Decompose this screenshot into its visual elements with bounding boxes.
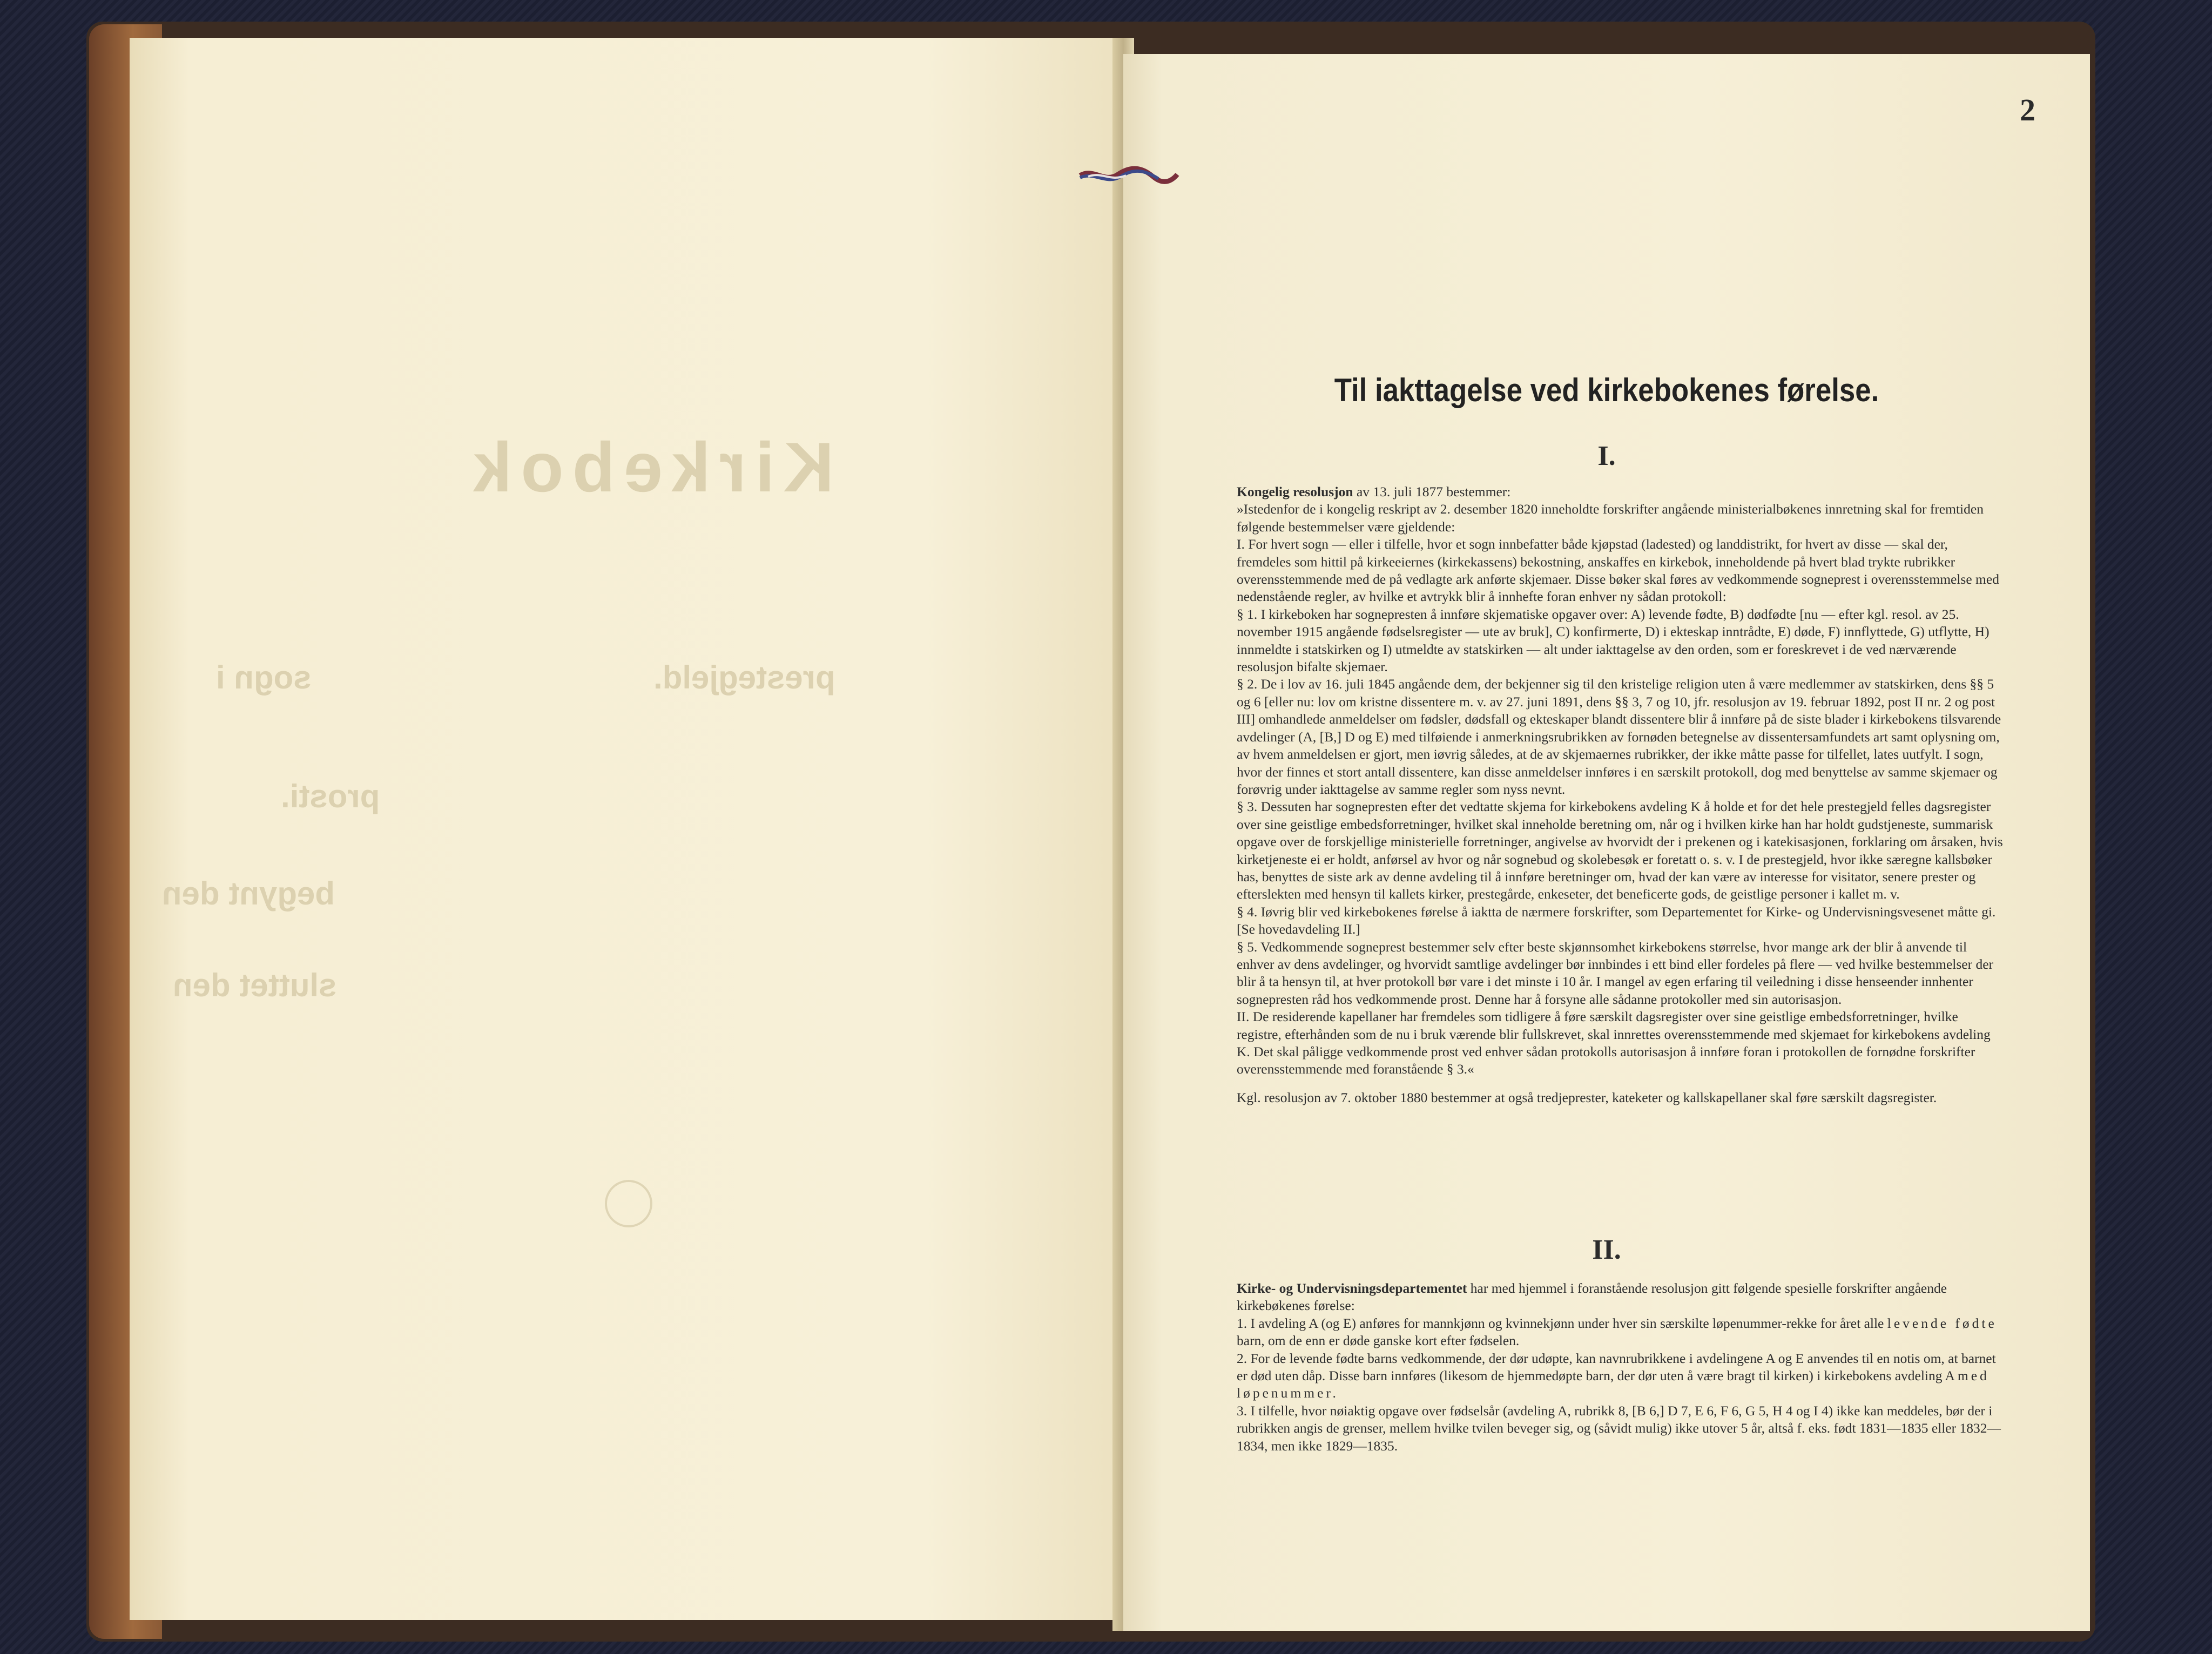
paragraph: § 1. I kirkeboken har sognepresten å innføre skjematiske opgaver over: A) levende fødte, B) dødfødte [nu — efter kgl. resol. av 25. november 1915 angående fødselsregister — ute av bruk], C) konfirmerte, D) i ekteskap inntrådte, E) døde, F) innflyttede, G) utflytte, H) innmeldte i statskirken og I) utmeldte av statskirken — alt under iakttagelse av den orden, som er foreskrevet i de ved nærværende resolusjon bifalte skjemaer. [1237,606,1990,675]
page-title: Til iakttagelse ved kirkebokenes førelse. [1334,372,1879,408]
paragraph: § 3. Dessuten har sognepresten efter det vedtatte skjema for kirkebokens avdeling K å holde et for det hele prestegjeld felles dagsregister over sine geistlige embedsforretninger, hvilket skal inneholde beretning om, når og i hvilken kirke han har holdt gudstjeneste, summarisk opgave over de forskjellige ministerielle forretninger, angivelse av hvorvidt der i prekenen og i katekisasjonen, forklaring om årsaken, hvis kirketjeneste ei er holdt, anførsel av hvor og når sognebud og skolebesøk er foretatt o. s. v. I de prestegjeld, hvor ikke særegne kallsbøker has, benyttes de siste ark av denne avdeling til å innføre beretninger om, hvad der kan være av interesse for visitator, senere prester og efterslekten med hensyn til kallets kirker, prestegårde, enkeseter, det beneficerte gods, de geistlige personer i kallet m. v. [1237,799,2003,902]
lead-rest: har med hjemmel i foranstående resolusjon gitt følgende spesielle forskrifter angående kirkebøkenes førelse: [1237,1280,1947,1314]
bleed-through-text: begynt den [162,875,335,912]
binding-thread [1077,165,1180,187]
section-heading-i: I. [1597,441,1616,471]
list-item: 3. I tilfelle, hvor nøiaktig opgave over fødselsår (avdeling A, rubrikk 8, [B 6,] D 7, E 6, F 6, G 5, H 4 og I 4) ikke kan meddeles, bør der i rubrikken angis de grenser, mellem hvilke tvilen beveger sig, og (såvidt mulig) ikke utover 5 år, altså f. eks. født 1831—1835 eller 1832—1834, men ikke 1829—1835. [1237,1402,2001,1454]
bleed-through-text: sluttet den [173,967,337,1003]
bleed-through-text: prestegjeld. [653,659,835,696]
section-i-text [1237,483,2004,1106]
bleed-through-title: Kirkebok [464,428,834,507]
lead-label: Kongelig resolusjon [1237,484,1353,499]
emphasis: levende fødte [1887,1315,1997,1331]
emphasis: med løpenummer. [1237,1368,1990,1401]
list-item-end: barn, om de enn er døde ganske kort efter fødselen. [1237,1333,1520,1349]
section-ii-text [1237,1280,2004,1455]
section-heading-ii: II. [1592,1234,1621,1265]
list-item: 2. For de levende fødte barns vedkommende, der dør udøpte, kan navnrubrikkene i avdelingene A og E anvendes til en notis om, at barnet er død uten dåp. Disse barn innføres (likesom de hjemmedøpte barn, der dør uten å være bragt til kirken) i kirkebokens avdeling A [1237,1350,1996,1384]
bleed-through-text: sogn i [216,659,312,696]
lead-label: Kirke- og Undervisningsdepartementet [1237,1280,1467,1296]
paragraph: II. De residerende kapellaner har fremdeles som tidligere å føre særskilt dagsregister over sine geistlige embedsforretninger, hvilke registre, efterhånden som de nu i bruk værende blir fullskrevet, skal innrettes overensstemmende med skjemaet for kirkebokens avdeling K. Det skal påligge vedkommende prost ved enhver sådan protokolls autorisasjon å innføre foran i protokollen de fornødne forskrifter overensstemmende med foranstående § 3.« [1237,1009,1991,1077]
paragraph: »Istedenfor de i kongelig reskript av 2. desember 1820 inneholdte forskrifter angående ministerialbøkenes innretning skal for fremtiden følgende bestemmelser være gjeldende: [1237,501,1984,535]
paragraph: § 4. Iøvrig blir ved kirkebokenes førelse å iaktta de nærmere forskrifter, som Departementet for Kirke- og Undervisningsvesenet måtte gi. [Se hovedavdeling II.] [1237,903,1996,937]
bleed-through-seal [605,1180,652,1227]
bleed-through-text: prosti. [281,778,380,814]
paragraph: § 5. Vedkommende sogneprest bestemmer selv efter beste skjønnsomhet kirkebokens størrelse, hvor mange ark der blir å anvende til enhver av dens avdelinger, og hvorvidt samtlige avdelinger bør innbindes i ett bind eller fordeles på flere — ved hvilke bestemmelser der blir å ta hensyn til, at hver protokoll bør vare i det minste i 10 år. I mangel av egen erfaring til veiledning i disse henseender innhenter sognepresten råd hos vedkommende prost. Denne har å forsyne alle sådanne protokoller med sin autorisasjon. [1237,939,1994,1007]
list-item: 1. I avdeling A (og E) anføres for mannkjønn og kvinnekjønn under hver sin særskilte løpenummer-rekke for året alle [1237,1315,1887,1331]
lead-rest: av 13. juli 1877 bestemmer: [1353,484,1511,499]
paragraph: Kgl. resolusjon av 7. oktober 1880 bestemmer at også tredjeprester, kateketer og kallskapellaner skal føre særskilt dagsregister. [1237,1089,1937,1105]
paragraph: I. For hvert sogn — eller i tilfelle, hvor et sogn innbefatter både kjøpstad (ladested) og landdistrikt, for hvert av disse — skal der, fremdeles som hittil på kirkeeiernes (kirkekassens) bekostning, anskaffes en kirkebok, inneholdende på hvert blad trykte rubrikker overensstemmende med de på vedlagte ark anførte skjemaer. Disse bøker skal føres av vedkommende sogneprest i overensstemmelse med nedenstående regler, av hvilke et avtrykk blir å innhefte foran enhver ny sådan protokoll: [1237,536,1999,605]
page-number: 2 [2020,92,2035,127]
left-page [130,38,1123,1620]
paragraph: § 2. De i lov av 16. juli 1845 angående dem, der bekjenner sig til den kristelige religion uten å være medlemmer av statskirken, dens §§ 5 og 6 [eller nu: lov om kristne dissentere m. v. av 27. juni 1891, dens §§ 3, 7 og 10, jfr. resolusjon av 19. februar 1892, post II nr. 2 og post III] omhandlede anmeldelser om fødsler, dødsfall og ekteskaper blandt dissentere blir å innføre på de siste blader i kirkebokens tilsvarende avdelinger (A, [B,] D og E) med tilføiende i anmerkningsrubrikken av fornøden betegnelse av dissentersamfundets art samt oplysning om, av hvem anmeldelsen er gjort, men iøvrig således, at de av skjemaernes rubrikker, der ikke måtte passe for tilfellet, lates uutfylt. I sogn, hvor der finnes et stort antall dissentere, kan disse anmeldelser innføres i en særskilt protokoll, dog med benyttelse av samme skjemaer og forøvrig under iakttagelse av samme regler som nyss nevnt. [1237,676,2001,797]
